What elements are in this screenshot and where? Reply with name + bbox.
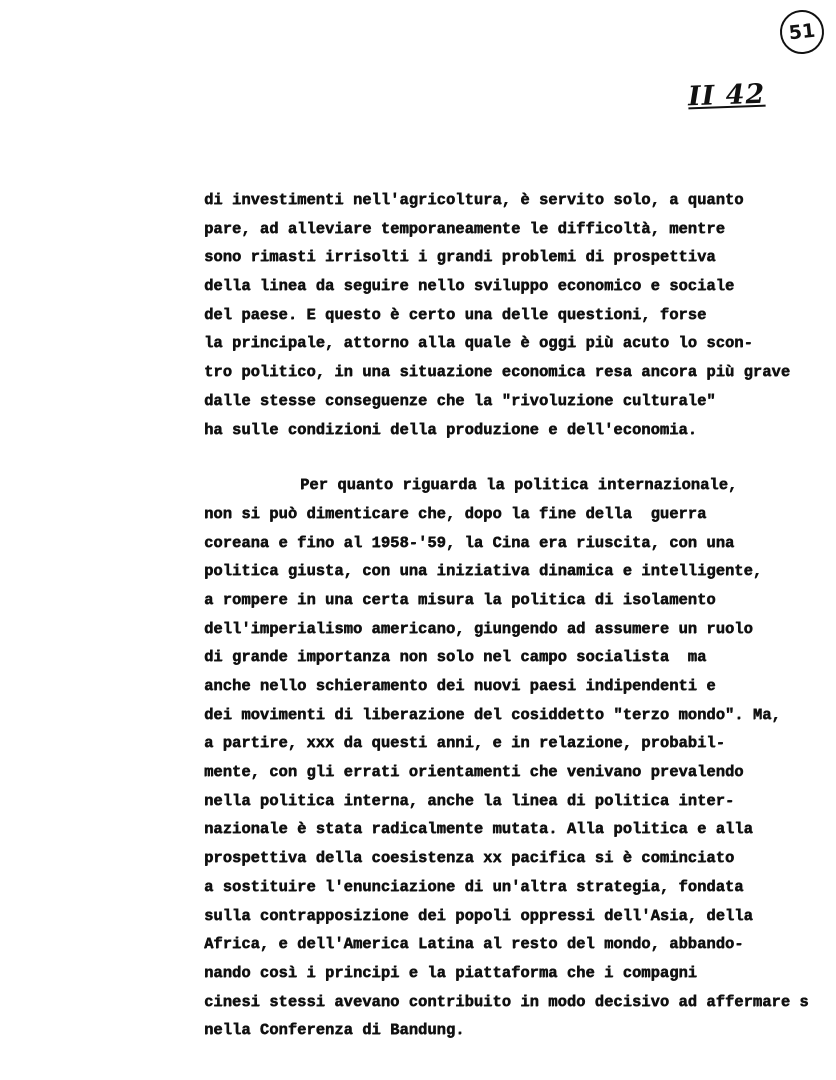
text-line: nando così i principi e la piattaforma che i compagni [204,963,697,982]
text-line: a sostituire l'enunciazione di un'altra strategia, fondata [204,877,744,896]
text-line: prospettiva della coesistenza xx pacifica si è cominciato [204,849,735,868]
text-line: nella Conferenza di Bandung. [204,1021,465,1040]
text-line: cinesi stessi avevano contribuito in modo decisivo ad affermare s [204,992,809,1011]
text-line: di investimenti nell'agricoltura, è servito solo, a quanto [204,191,744,209]
text-line: del paese. E questo è certo una delle questioni, forse [204,305,707,324]
text-line: dell'imperialismo americano, giungendo ad assumere un ruolo [204,619,753,638]
text-line: sulla contrapposizione dei popoli oppressi dell'Asia, della [204,906,753,925]
typewritten-body [204,186,829,1045]
paragraph-1 [204,186,829,444]
text-line: politica giusta, con una iniziativa dinamica e intelligente, [204,562,763,581]
text-line: dei movimenti di liberazione del cosiddetto "terzo mondo". Ma, [204,705,781,724]
text-line: pare, ad alleviare temporaneamente le difficoltà, mentre [204,219,725,238]
text-line: dalle stesse conseguenze che la "rivoluzione culturale" [204,391,716,410]
text-line: ha sulle condizioni della produzione e dell'economia. [204,420,697,439]
text-line: di grande importanza non solo nel campo socialista ma [204,648,707,667]
paragraph-2 [204,471,829,1045]
text-line: Africa, e dell'America Latina al resto del mondo, abbando- [204,935,744,954]
text-line: mente, con gli errati orientamenti che venivano prevalendo [204,763,744,782]
text-line: a partire, xxx da questi anni, e in relazione, probabil- [204,734,725,753]
handwritten-archive-mark: II 42 [687,78,766,113]
text-line: anche nello schieramento dei nuovi paesi indipendenti e [204,677,716,695]
handwritten-page-number: 51 [778,8,826,56]
text-line: tro politico, in una situazione economica resa ancora più grave [204,363,790,382]
text-line: non si può dimenticare che, dopo la fine della guerra [204,504,707,523]
text-line: nazionale è stata radicalmente mutata. Alla politica e alla [204,820,753,839]
text-line: la principale, attorno alla quale è oggi più acuto lo scon- [204,334,753,353]
text-line: nella politica interna, anche la linea di politica inter- [204,791,735,810]
text-line: Per quanto riguarda la politica internazionale, [300,476,738,495]
text-line: coreana e fino al 1958-'59, la Cina era riuscita, con una [204,533,735,552]
text-line: sono rimasti irrisolti i grandi problemi di prospettiva [204,248,716,267]
text-line: a rompere in una certa misura la politica di isolamento [204,590,716,609]
text-line: della linea da seguire nello sviluppo economico e sociale [204,277,735,296]
